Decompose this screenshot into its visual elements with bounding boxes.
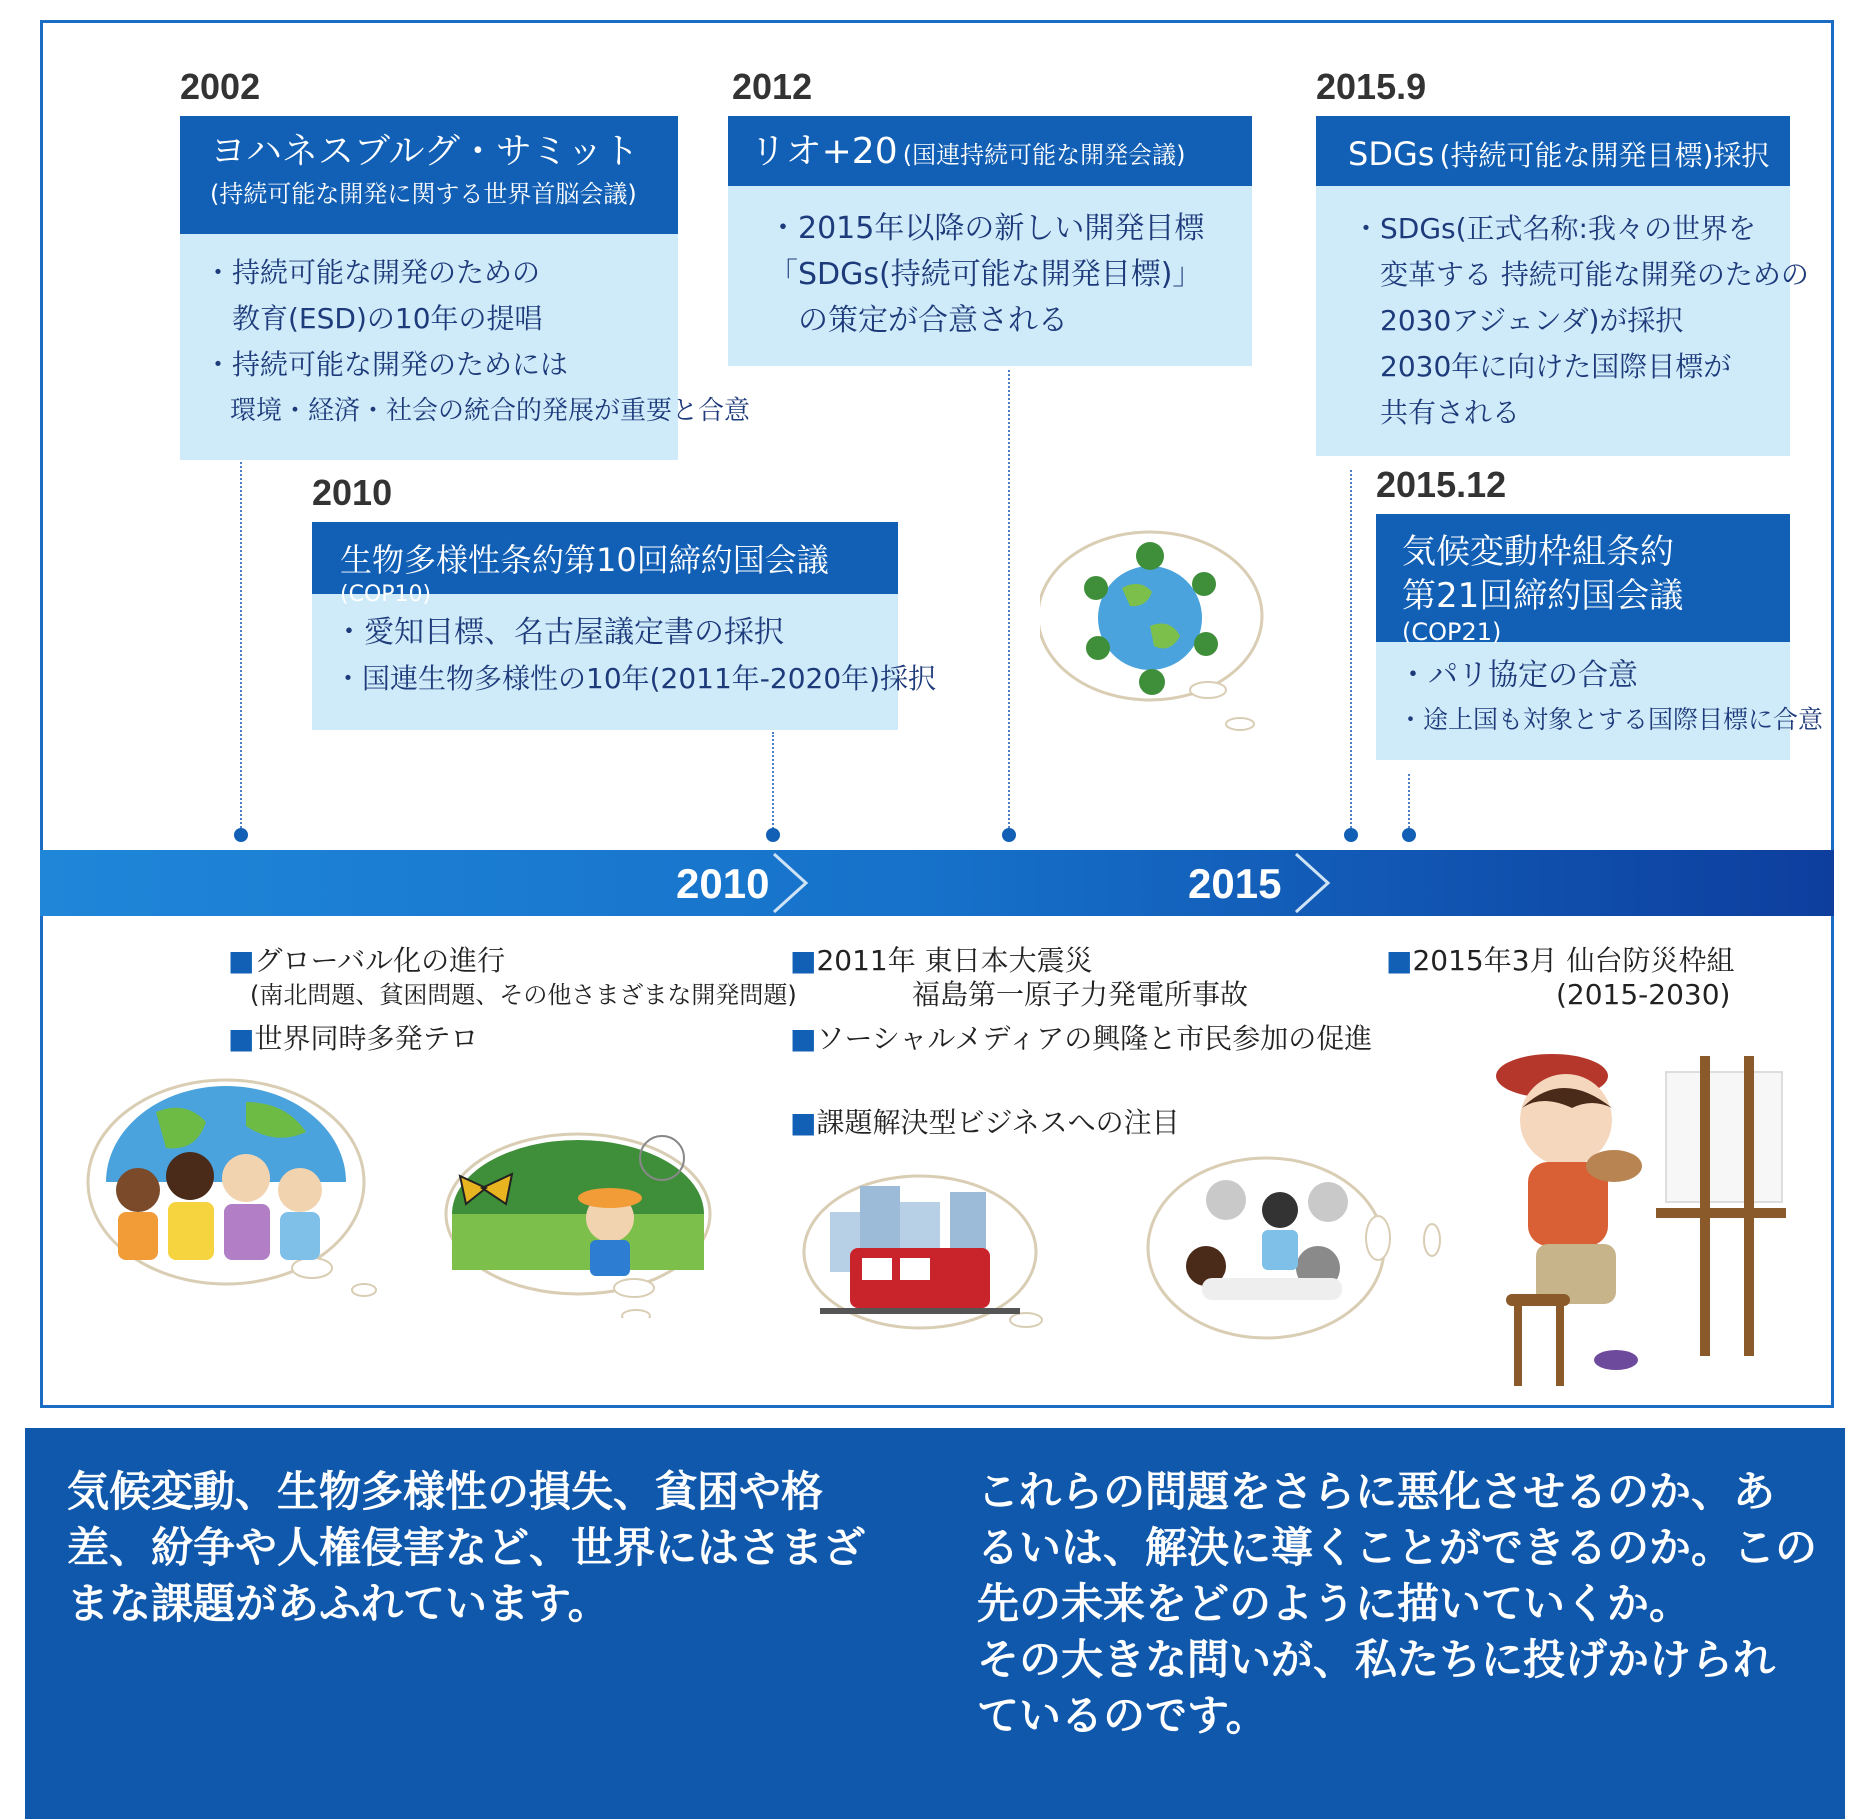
event-subtitle: (国連持続可能な開発会議): [902, 141, 1186, 169]
timeline-dot: [1002, 828, 1016, 842]
message-left: 気候変動、生物多様性の損失、貧困や格 差、紛争や人権侵害など、世界にはさまざ まな課題があふれています。: [67, 1467, 866, 1628]
event-card-sdgs: [1316, 116, 1809, 456]
event-card-cop21: [1376, 514, 1824, 760]
timeline-dot: [1344, 828, 1358, 842]
message-right: これらの問題をさらに悪化させるのか、あ るいは、解決に導くことができるのか。この 先の未来をどのように描いていくか。 その大きな問いが、私たちに投げかけられ ているのです。: [977, 1467, 1818, 1740]
elderly-family-illustration: [1142, 1148, 1442, 1348]
event-title: 気候変動枠組条約: [1402, 532, 1674, 572]
event-title: SDGs: [1348, 135, 1435, 173]
world-event-social-media: ■ソーシャルメディアの興隆と市民参加の促進: [790, 1022, 1373, 1055]
year-2002: 2002: [180, 66, 261, 107]
world-event-earthquake: ■2011年 東日本大震災 福島第一原子力発電所事故: [790, 944, 1249, 1011]
event-card-cop10: [312, 522, 937, 730]
message-panel: [25, 1428, 1845, 1819]
axis-label-2015: 2015: [1188, 860, 1282, 907]
event-item: 環境・経済・社会の統合的発展が重要と合意: [204, 396, 751, 426]
event-item: ・SDGs(正式名称:我々の世界を: [1352, 212, 1756, 245]
connector-line: [1350, 470, 1352, 836]
event-item: ・国連生物多様性の10年(2011年-2020年)採択: [334, 662, 937, 695]
event-item: 教育(ESD)の10年の提唱: [204, 302, 543, 335]
event-item: 2030年に向けた国際目標が: [1352, 350, 1732, 383]
butterfly-catching-illustration: [442, 1128, 732, 1318]
event-item: ・愛知目標、名古屋議定書の採択: [334, 615, 784, 650]
event-subtitle: (持続可能な開発目標)採択: [1439, 139, 1770, 172]
chevron-right-icon: [1290, 850, 1336, 916]
earth-trees-illustration: [1040, 526, 1280, 736]
event-item: ・持続可能な開発のためには: [204, 348, 569, 381]
event-card-rio20: [728, 116, 1252, 366]
world-event-line2: 福島第一原子力発電所事故: [912, 978, 1249, 1011]
square-bullet-icon: ■: [1386, 944, 1413, 977]
world-event-globalization: ■グローバル化の進行 (南北問題、貧困問題、その他さまざまな開発問題): [228, 944, 797, 1012]
event-title: 生物多様性条約第10回締約国会議: [340, 541, 829, 579]
timeline-dot: [234, 828, 248, 842]
event-subtitle: (COP10): [340, 582, 432, 607]
event-title-line2: 第21回締約国会議: [1402, 576, 1684, 616]
chevron-right-icon: [768, 850, 814, 916]
event-card-johannesburg: [180, 116, 751, 460]
world-event-terror: ■世界同時多発テロ: [228, 1022, 479, 1055]
connector-line: [240, 462, 242, 836]
year-2012: 2012: [732, 66, 813, 107]
diverse-people-earth-illustration: [86, 1072, 386, 1302]
square-bullet-icon: ■: [790, 1106, 817, 1139]
event-item: 変革する 持続可能な開発のための: [1352, 258, 1809, 291]
timeline-dot: [766, 828, 780, 842]
square-bullet-icon: ■: [790, 1022, 817, 1055]
year-2015-9: 2015.9: [1316, 66, 1427, 107]
timeline-dot: [1402, 828, 1416, 842]
event-title: リオ+20: [750, 131, 898, 172]
square-bullet-icon: ■: [228, 944, 255, 977]
world-event-line2: (2015-2030): [1556, 978, 1731, 1011]
world-event-note: (南北問題、貧困問題、その他さまざまな開発問題): [250, 981, 797, 1009]
connector-line: [772, 732, 774, 836]
world-event-sendai: ■2015年3月 仙台防災枠組 (2015-2030): [1386, 944, 1735, 1011]
timeline-axis-band: [40, 850, 1834, 916]
event-subtitle: (COP21): [1402, 618, 1502, 646]
event-item: ・持続可能な開発のための: [204, 256, 541, 289]
event-item: 「SDGs(持続可能な開発目標)」: [768, 257, 1203, 292]
axis-label-2010: 2010: [676, 860, 770, 907]
event-item: ・2015年以降の新しい開発目標: [768, 211, 1205, 246]
year-2010: 2010: [312, 472, 393, 513]
event-item: 共有される: [1352, 396, 1521, 429]
square-bullet-icon: ■: [790, 944, 817, 977]
city-train-illustration: [800, 1172, 1060, 1342]
event-item: ・途上国も対象とする国際目標に合意: [1398, 705, 1824, 734]
painter-artist-illustration: [1486, 1044, 1786, 1394]
event-subtitle: (持続可能な開発に関する世界首脳会議): [210, 180, 637, 208]
world-event-business: ■課題解決型ビジネスへの注目: [790, 1106, 1180, 1139]
event-item: の策定が合意される: [768, 303, 1068, 338]
connector-line: [1008, 370, 1010, 836]
event-title: ヨハネスブルグ・サミット: [210, 131, 640, 172]
year-2015-12: 2015.12: [1376, 464, 1507, 505]
connector-line: [1408, 774, 1410, 836]
event-item: ・パリ協定の合意: [1398, 658, 1638, 693]
square-bullet-icon: ■: [228, 1022, 255, 1055]
event-item: 2030アジェンダ)が採択: [1352, 304, 1684, 337]
